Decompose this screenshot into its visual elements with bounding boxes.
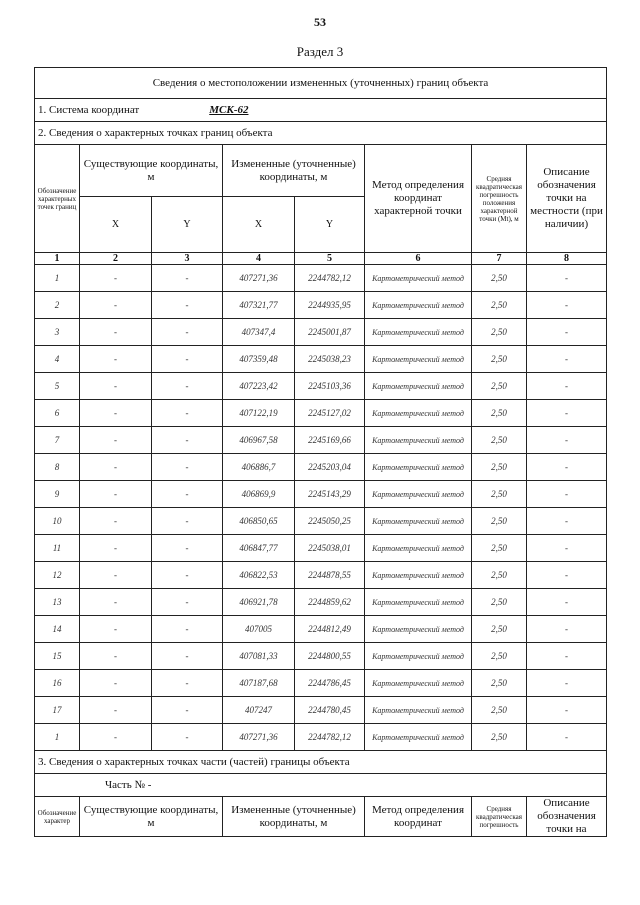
cell-changed-y: 2244859,62	[295, 589, 365, 616]
coord-system-value: МСК-62	[209, 104, 249, 116]
cell-changed-x: 407271,36	[223, 265, 295, 292]
cell-changed-x: 406822,53	[223, 562, 295, 589]
cell-existing-x: -	[80, 427, 152, 454]
cell-method: Картометрический метод	[365, 265, 472, 292]
col-index: 6	[365, 253, 472, 265]
cell-changed-y: 2244800,55	[295, 643, 365, 670]
page-number: 53	[314, 15, 326, 29]
table-row	[35, 481, 607, 508]
cell-method: Картометрический метод	[365, 562, 472, 589]
cell-existing-x: -	[80, 508, 152, 535]
cell-method: Картометрический метод	[365, 508, 472, 535]
table-row	[35, 697, 607, 724]
table-row	[35, 292, 607, 319]
table-row	[35, 589, 607, 616]
header-existing-x: X	[80, 197, 152, 253]
cell-existing-y: -	[152, 292, 223, 319]
cell-method: Картометрический метод	[365, 346, 472, 373]
cell-existing-y: -	[152, 589, 223, 616]
header-changed-y: Y	[295, 197, 365, 253]
cell-existing-x: -	[80, 562, 152, 589]
cell-description: -	[527, 400, 607, 427]
cell-changed-y: 2245143,29	[295, 481, 365, 508]
cell-changed-y: 2244782,12	[295, 724, 365, 751]
cell-changed-y: 2245103,36	[295, 373, 365, 400]
cell-method: Картометрический метод	[365, 616, 472, 643]
cell-accuracy: 2,50	[472, 724, 527, 751]
section-title: Раздел 3	[296, 44, 344, 59]
col-index: 7	[472, 253, 527, 265]
cell-changed-y: 2245203,04	[295, 454, 365, 481]
cell-existing-y: -	[152, 346, 223, 373]
cell-changed-x: 407347,4	[223, 319, 295, 346]
cell-changed-y: 2244812,49	[295, 616, 365, 643]
cell-changed-x: 407187,68	[223, 670, 295, 697]
cell-accuracy: 2,50	[472, 265, 527, 292]
header3-designation: Обозначение характер	[35, 797, 80, 837]
cell-method: Картометрический метод	[365, 697, 472, 724]
cell-changed-y: 2244780,45	[295, 697, 365, 724]
cell-changed-x: 406921,78	[223, 589, 295, 616]
cell-existing-x: -	[80, 400, 152, 427]
cell-existing-x: -	[80, 670, 152, 697]
cell-changed-x: 407271,36	[223, 724, 295, 751]
col-index: 4	[223, 253, 295, 265]
cell-description: -	[527, 481, 607, 508]
cell-existing-x: -	[80, 481, 152, 508]
cell-method: Картометрический метод	[365, 319, 472, 346]
cell-method: Картометрический метод	[365, 643, 472, 670]
header-changed: Измененные (уточненные) координаты, м	[223, 145, 365, 197]
cell-point-number: 1	[35, 724, 80, 751]
cell-point-number: 6	[35, 400, 80, 427]
cell-existing-x: -	[80, 346, 152, 373]
col-index: 8	[527, 253, 607, 265]
table-row	[35, 400, 607, 427]
cell-existing-y: -	[152, 670, 223, 697]
cell-changed-y: 2245169,66	[295, 427, 365, 454]
header-method: Метод определения координат характерной точки	[365, 145, 472, 253]
cell-accuracy: 2,50	[472, 589, 527, 616]
cell-existing-y: -	[152, 454, 223, 481]
cell-point-number: 1	[35, 265, 80, 292]
table-row	[35, 319, 607, 346]
cell-point-number: 11	[35, 535, 80, 562]
column-index-row	[35, 253, 607, 265]
cell-description: -	[527, 670, 607, 697]
cell-existing-y: -	[152, 643, 223, 670]
cell-description: -	[527, 454, 607, 481]
cell-accuracy: 2,50	[472, 616, 527, 643]
section3-title: 3. Сведения о характерных точках части (частей) границы объекта	[35, 751, 607, 774]
header-designation: Обозначение характерных точек границ	[35, 145, 80, 253]
cell-point-number: 15	[35, 643, 80, 670]
header3-existing: Существующие координаты, м	[80, 797, 223, 837]
header3-changed: Измененные (уточненные) координаты, м	[223, 797, 365, 837]
cell-existing-y: -	[152, 616, 223, 643]
cell-existing-y: -	[152, 535, 223, 562]
cell-point-number: 8	[35, 454, 80, 481]
cell-method: Картометрический метод	[365, 454, 472, 481]
cell-existing-x: -	[80, 589, 152, 616]
header3-method: Метод определения координат	[365, 797, 472, 837]
cell-existing-y: -	[152, 373, 223, 400]
table-row	[35, 724, 607, 751]
cell-changed-x: 407005	[223, 616, 295, 643]
cell-existing-x: -	[80, 373, 152, 400]
table-row	[35, 616, 607, 643]
cell-method: Картометрический метод	[365, 400, 472, 427]
cell-existing-y: -	[152, 481, 223, 508]
cell-existing-x: -	[80, 535, 152, 562]
cell-changed-x: 406886,7	[223, 454, 295, 481]
cell-accuracy: 2,50	[472, 697, 527, 724]
cell-changed-x: 407223,42	[223, 373, 295, 400]
cell-method: Картометрический метод	[365, 670, 472, 697]
cell-changed-x: 406850,65	[223, 508, 295, 535]
cell-existing-x: -	[80, 319, 152, 346]
cell-accuracy: 2,50	[472, 535, 527, 562]
table-title: Сведения о местоположении измененных (уточненных) границ объекта	[35, 68, 607, 99]
cell-point-number: 7	[35, 427, 80, 454]
cell-description: -	[527, 535, 607, 562]
cell-existing-y: -	[152, 508, 223, 535]
col-index: 2	[80, 253, 152, 265]
table-row	[35, 535, 607, 562]
table-row	[35, 346, 607, 373]
cell-changed-y: 2244878,55	[295, 562, 365, 589]
table-row	[35, 373, 607, 400]
cell-existing-y: -	[152, 400, 223, 427]
cell-changed-x: 406967,58	[223, 427, 295, 454]
cell-accuracy: 2,50	[472, 319, 527, 346]
cell-description: -	[527, 292, 607, 319]
cell-description: -	[527, 427, 607, 454]
cell-existing-y: -	[152, 724, 223, 751]
cell-point-number: 9	[35, 481, 80, 508]
cell-changed-y: 2245001,87	[295, 319, 365, 346]
cell-existing-y: -	[152, 697, 223, 724]
cell-point-number: 3	[35, 319, 80, 346]
cell-description: -	[527, 724, 607, 751]
cell-changed-y: 2245127,02	[295, 400, 365, 427]
cell-existing-x: -	[80, 616, 152, 643]
cell-description: -	[527, 373, 607, 400]
cell-method: Картометрический метод	[365, 373, 472, 400]
cell-accuracy: 2,50	[472, 670, 527, 697]
cell-description: -	[527, 616, 607, 643]
cell-accuracy: 2,50	[472, 400, 527, 427]
cell-existing-x: -	[80, 643, 152, 670]
table-row	[35, 508, 607, 535]
cell-changed-x: 407247	[223, 697, 295, 724]
cell-point-number: 12	[35, 562, 80, 589]
table-row	[35, 454, 607, 481]
cell-accuracy: 2,50	[472, 508, 527, 535]
cell-description: -	[527, 508, 607, 535]
cell-method: Картометрический метод	[365, 535, 472, 562]
cell-existing-x: -	[80, 292, 152, 319]
coord-system-label: 1. Система координат	[38, 104, 140, 116]
cell-method: Картометрический метод	[365, 589, 472, 616]
boundary-points-table	[34, 67, 607, 837]
cell-description: -	[527, 643, 607, 670]
cell-description: -	[527, 562, 607, 589]
cell-method: Картометрический метод	[365, 292, 472, 319]
cell-method: Картометрический метод	[365, 724, 472, 751]
cell-description: -	[527, 346, 607, 373]
table-row	[35, 670, 607, 697]
header-description: Описание обозначения точки на местности (при наличии)	[527, 145, 607, 253]
header3-description: Описание обозначения точки на	[527, 797, 607, 837]
cell-existing-y: -	[152, 265, 223, 292]
cell-changed-y: 2245038,23	[295, 346, 365, 373]
header-changed-x: X	[223, 197, 295, 253]
cell-changed-x: 407359,48	[223, 346, 295, 373]
col-index: 5	[295, 253, 365, 265]
cell-changed-y: 2244786,45	[295, 670, 365, 697]
cell-existing-x: -	[80, 697, 152, 724]
cell-accuracy: 2,50	[472, 643, 527, 670]
cell-description: -	[527, 589, 607, 616]
cell-point-number: 13	[35, 589, 80, 616]
cell-accuracy: 2,50	[472, 562, 527, 589]
cell-existing-y: -	[152, 562, 223, 589]
header-existing: Существующие координаты, м	[80, 145, 223, 197]
part-label: Часть № -	[35, 774, 607, 797]
cell-changed-x: 406869,9	[223, 481, 295, 508]
cell-changed-x: 407321,77	[223, 292, 295, 319]
cell-accuracy: 2,50	[472, 373, 527, 400]
cell-point-number: 17	[35, 697, 80, 724]
col-index: 1	[35, 253, 80, 265]
cell-changed-y: 2245050,25	[295, 508, 365, 535]
cell-method: Картометрический метод	[365, 481, 472, 508]
cell-changed-x: 407122,19	[223, 400, 295, 427]
table-row	[35, 643, 607, 670]
header-existing-y: Y	[152, 197, 223, 253]
header3-accuracy: Средняя квадратическая погрешность	[472, 797, 527, 837]
cell-point-number: 10	[35, 508, 80, 535]
cell-description: -	[527, 319, 607, 346]
cell-accuracy: 2,50	[472, 292, 527, 319]
cell-existing-y: -	[152, 427, 223, 454]
cell-point-number: 5	[35, 373, 80, 400]
cell-point-number: 4	[35, 346, 80, 373]
cell-changed-y: 2244782,12	[295, 265, 365, 292]
table-row	[35, 265, 607, 292]
col-index: 3	[152, 253, 223, 265]
cell-accuracy: 2,50	[472, 346, 527, 373]
cell-accuracy: 2,50	[472, 454, 527, 481]
table-row	[35, 562, 607, 589]
cell-point-number: 14	[35, 616, 80, 643]
cell-description: -	[527, 265, 607, 292]
cell-point-number: 16	[35, 670, 80, 697]
cell-changed-y: 2245038,01	[295, 535, 365, 562]
cell-method: Картометрический метод	[365, 427, 472, 454]
cell-accuracy: 2,50	[472, 481, 527, 508]
coord-system-row	[35, 99, 607, 122]
cell-changed-x: 407081,33	[223, 643, 295, 670]
cell-description: -	[527, 697, 607, 724]
cell-existing-x: -	[80, 265, 152, 292]
cell-existing-x: -	[80, 454, 152, 481]
cell-changed-y: 2244935,95	[295, 292, 365, 319]
header-accuracy: Средняя квадратическая погрешность положения характерной точки (Mt), м	[472, 145, 527, 253]
cell-changed-x: 406847,77	[223, 535, 295, 562]
cell-existing-x: -	[80, 724, 152, 751]
cell-point-number: 2	[35, 292, 80, 319]
table-row	[35, 427, 607, 454]
cell-existing-y: -	[152, 319, 223, 346]
section2-title: 2. Сведения о характерных точках границ объекта	[35, 122, 607, 145]
cell-accuracy: 2,50	[472, 427, 527, 454]
